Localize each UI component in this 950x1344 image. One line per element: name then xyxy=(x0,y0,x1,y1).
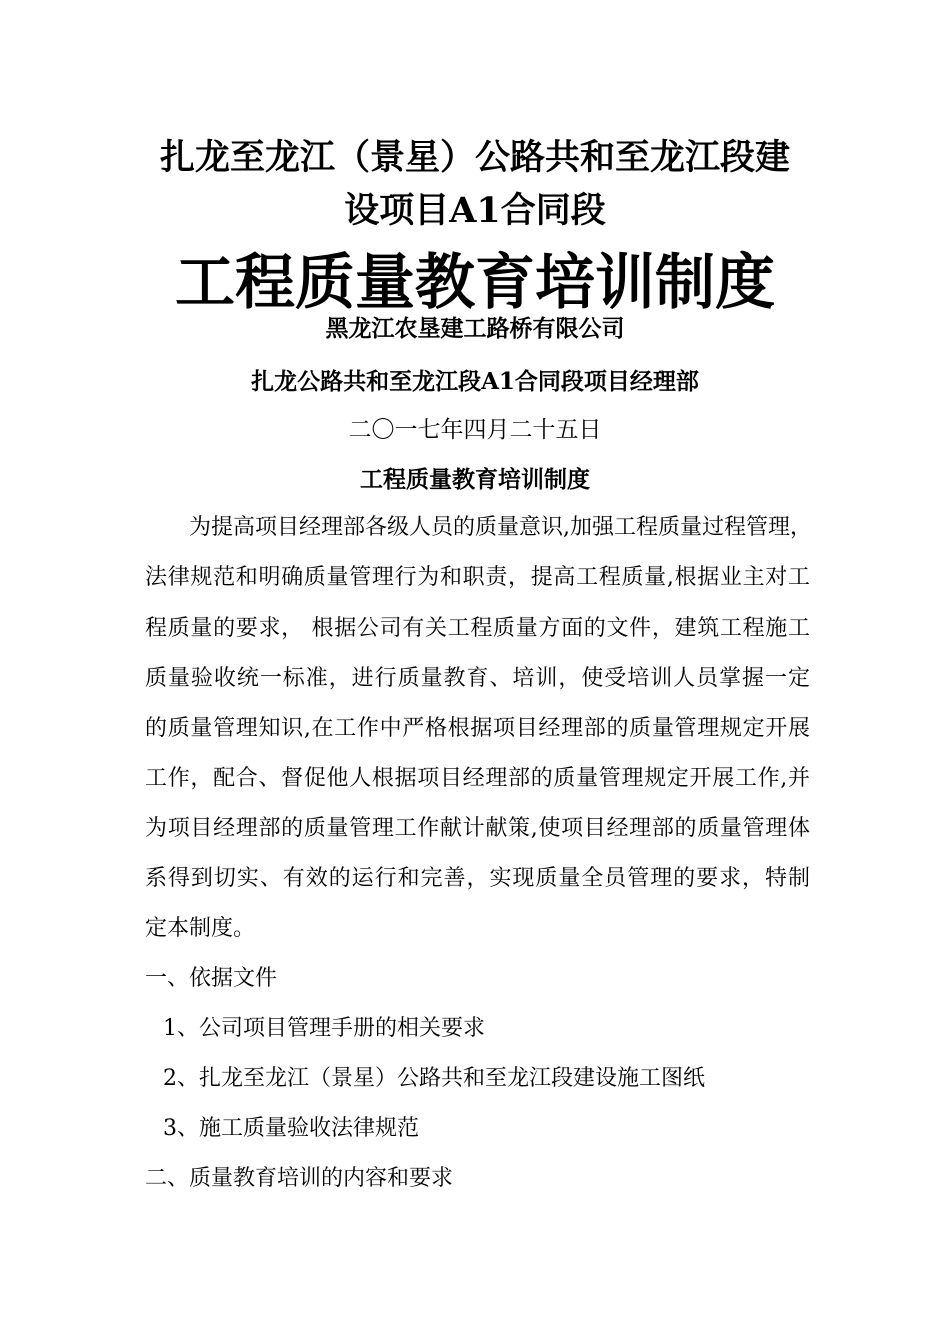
list-item: 2、扎龙至龙江（景星）公路共和至龙江段建设施工图纸 xyxy=(163,1066,705,1091)
title-line-2: 设项目A1合同段 xyxy=(344,190,606,231)
title-line-1: 扎龙至龙江（景星）公路共和至龙江段建 xyxy=(159,137,790,178)
list-item: 3、施工质量验收法律规范 xyxy=(163,1116,419,1141)
company-name: 黑龙江农垦建工路桥有限公司 xyxy=(325,315,625,342)
paragraph-line: 定本制度。 xyxy=(145,916,256,941)
paragraph-line: 系得到切实、有效的运行和完善，实现质量全员管理的要求，特制 xyxy=(145,866,810,891)
paragraph-line: 法律规范和明确质量管理行为和职责，提高工程质量,根据业主对工 xyxy=(145,565,810,590)
section-title: 工程质量教育培训制度 xyxy=(360,466,590,493)
paragraph-line: 为项目经理部的质量管理工作献计献策,使项目经理部的质量管理体 xyxy=(145,816,810,841)
paragraph-line: 的质量管理知识,在工作中严格根据项目经理部的质量管理规定开展 xyxy=(145,716,810,741)
heading-basis-documents: 一、依据文件 xyxy=(145,966,278,991)
heading-training-content: 二、质量教育培训的内容和要求 xyxy=(145,1166,454,1191)
list-item: 1、公司项目管理手册的相关要求 xyxy=(163,1016,485,1041)
main-title: 工程质量教育培训制度 xyxy=(175,248,775,318)
paragraph-line: 质量验收统一标准，进行质量教育、培训，使受培训人员掌握一定 xyxy=(145,666,810,691)
paragraph-line: 程质量的要求， 根据公司有关工程质量方面的文件，建筑工程施工 xyxy=(145,616,810,641)
department-name: 扎龙公路共和至龙江段A1合同段项目经理部 xyxy=(251,368,699,395)
paragraph-line: 为提高项目经理部各级人员的质量意识,加强工程质量过程管理， xyxy=(189,515,812,540)
document-date: 二〇一七年四月二十五日 xyxy=(348,417,602,443)
paragraph-line: 工作，配合、督促他人根据项目经理部的质量管理规定开展工作,并 xyxy=(145,766,810,791)
